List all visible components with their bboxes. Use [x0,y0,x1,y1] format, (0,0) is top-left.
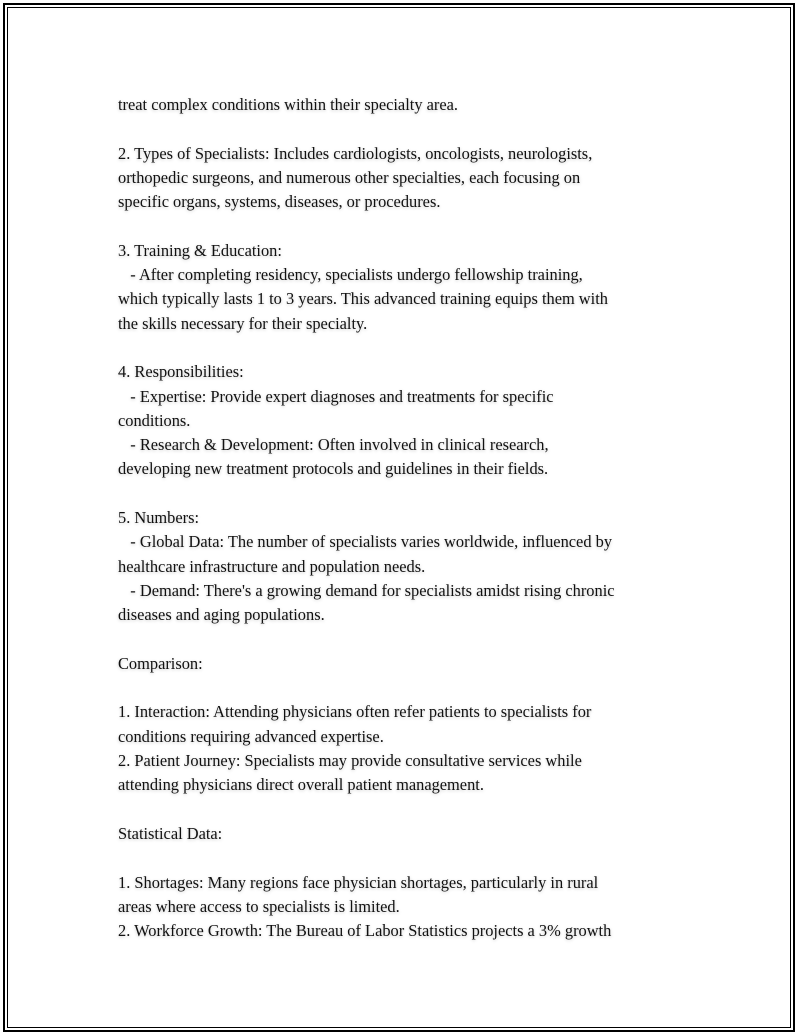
line: 2. Patient Journey: Specialists may provide consultative services while [118,751,582,771]
line: 5. Numbers: [118,508,200,528]
line: Comparison: [118,653,203,673]
line: Statistical Data: [118,823,223,843]
line: - After completing residency, specialists undergo fellowship training, [118,265,583,285]
line: the skills necessary for their specialty. [118,313,368,333]
document-body [118,93,698,943]
line: treat complex conditions within their specialty area. [118,95,458,114]
paragraph-statistical-items [118,871,698,944]
paragraph-types-of-specialists [118,142,698,215]
paragraph-training-education [118,239,698,336]
line: 2. Workforce Growth: The Bureau of Labor Statistics projects a 3% growth [118,921,612,941]
line: - Global Data: The number of specialists varies worldwide, influenced by [118,532,613,552]
line: specific organs, systems, diseases, or procedures. [118,192,441,212]
paragraph-responsibilities [118,360,698,481]
paragraph-comparison-items [118,700,698,797]
line: attending physicians direct overall patient management. [118,775,484,795]
paragraph-numbers [118,506,698,627]
line: 3. Training & Education: [118,240,282,260]
heading-statistical-data [118,822,698,846]
line: - Research & Development: Often involved in clinical research, [118,435,549,455]
line: areas where access to specialists is limited. [118,896,400,916]
line: conditions. [118,410,191,430]
line: - Demand: There's a growing demand for specialists amidst rising chronic [118,580,615,600]
paragraph-intro-continuation [118,93,698,117]
line: 1. Interaction: Attending physicians often refer patients to specialists for [118,702,592,722]
line: healthcare infrastructure and population needs. [118,556,426,576]
line: diseases and aging populations. [118,605,325,625]
heading-comparison [118,652,698,676]
line: - Expertise: Provide expert diagnoses and treatments for specific [118,386,554,406]
line: 4. Responsibilities: [118,362,244,382]
line: orthopedic surgeons, and numerous other specialties, each focusing on [118,167,581,187]
line: which typically lasts 1 to 3 years. This advanced training equips them with [118,289,608,309]
line: conditions requiring advanced expertise. [118,726,384,746]
line: 1. Shortages: Many regions face physician shortages, particularly in rural [118,872,599,892]
line: developing new treatment protocols and guidelines in their fields. [118,459,549,479]
line: 2. Types of Specialists: Includes cardiologists, oncologists, neurologists, [118,143,593,163]
